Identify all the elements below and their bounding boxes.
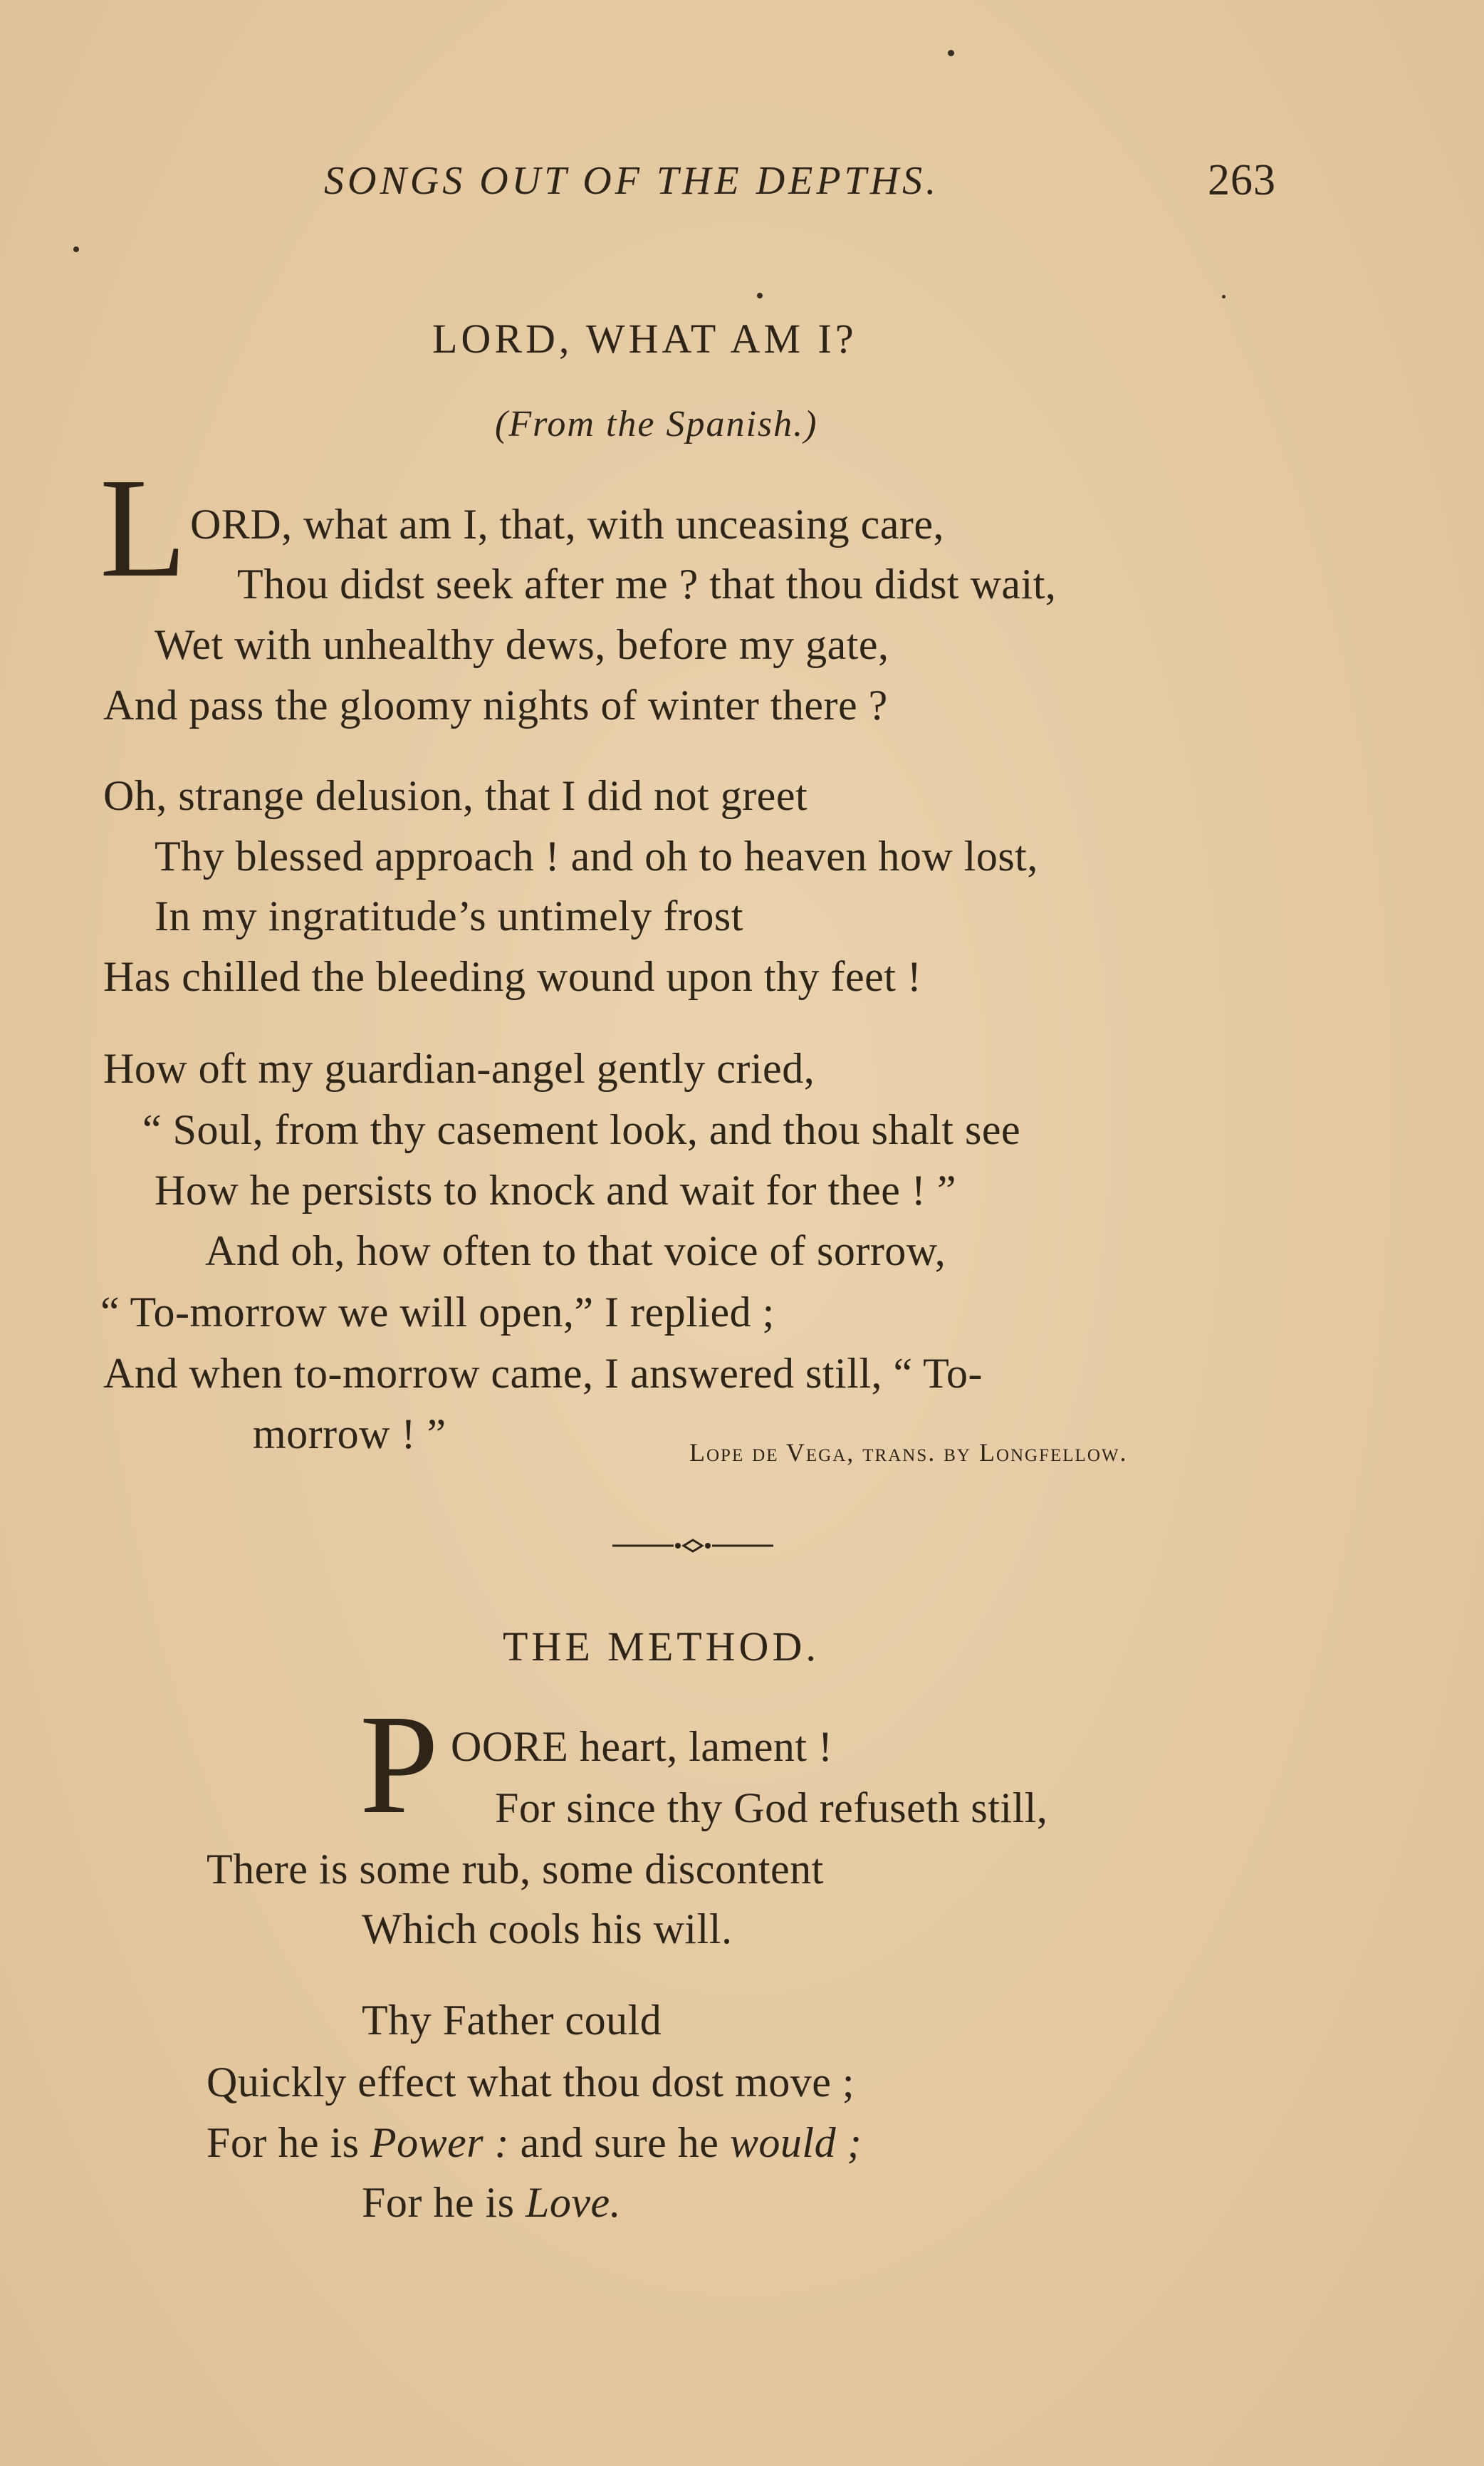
poem-title: LORD, WHAT AM I? [432,316,857,362]
verse-fragment: For he is [362,2179,526,2226]
verse-line: In my ingratitude’s untimely frost [155,893,743,940]
attribution: Lope de Vega, trans. by Longfellow. [689,1438,1128,1467]
print-speck [948,50,954,56]
emphasis-love: Love. [526,2179,622,2226]
verse-line: Wet with unhealthy dews, before my gate, [155,621,889,668]
emphasis-would: would ; [729,2119,862,2166]
verse-line: How oft my guardian-angel gently cried, [103,1045,815,1092]
verse-line: Quickly effect what thou dost move ; [207,2059,855,2106]
verse-line: Thou didst seek after me ? that thou didst wait, [237,561,1057,608]
drop-cap: P [360,1686,439,1843]
verse-line: Oh, strange delusion, that I did not greet [103,772,808,819]
verse-line: How he persists to knock and wait for thee ! ” [155,1167,957,1214]
page-number: 263 [1208,156,1276,204]
poem-title: THE METHOD. [503,1623,820,1670]
drop-cap: L [100,449,187,607]
verse-line: For since thy God refuseth still, [495,1784,1048,1831]
ornament-divider [612,1537,773,1554]
verse-line: morrow ! ” [253,1410,446,1457]
running-title: SONGS OUT OF THE DEPTHS. [324,159,940,203]
verse-line: Thy Father could [362,1997,662,2044]
print-speck [1222,295,1226,298]
verse-line: And pass the gloomy nights of winter there ? [103,682,888,729]
verse-fragment: and sure he [509,2119,730,2166]
verse-line: “ Soul, from thy casement look, and thou shalt see [142,1106,1021,1153]
poem-subtitle: (From the Spanish.) [495,404,818,444]
print-speck [757,293,763,298]
verse-line: Has chilled the bleeding wound upon thy feet ! [103,953,922,1000]
verse-line: And oh, how often to that voice of sorrow, [205,1227,946,1274]
verse-line [207,2121,862,2164]
emphasis-power: Power : [370,2119,510,2166]
verse-line: “ To-morrow we will open,” I replied ; [100,1289,775,1336]
print-speck [73,246,79,252]
verse-line: There is some rub, some discontent [207,1846,824,1893]
verse-line: And when to-morrow came, I answered still, “ To- [103,1350,983,1397]
verse-line: Thy blessed approach ! and oh to heaven how lost, [155,833,1038,880]
verse-line: OORE heart, lament ! [451,1723,833,1770]
verse-fragment: For he is [207,2119,370,2166]
verse-line: ORD, what am I, that, with unceasing care, [190,501,945,548]
verse-line [362,2181,621,2224]
verse-line: Which cools his will. [362,1905,733,1952]
